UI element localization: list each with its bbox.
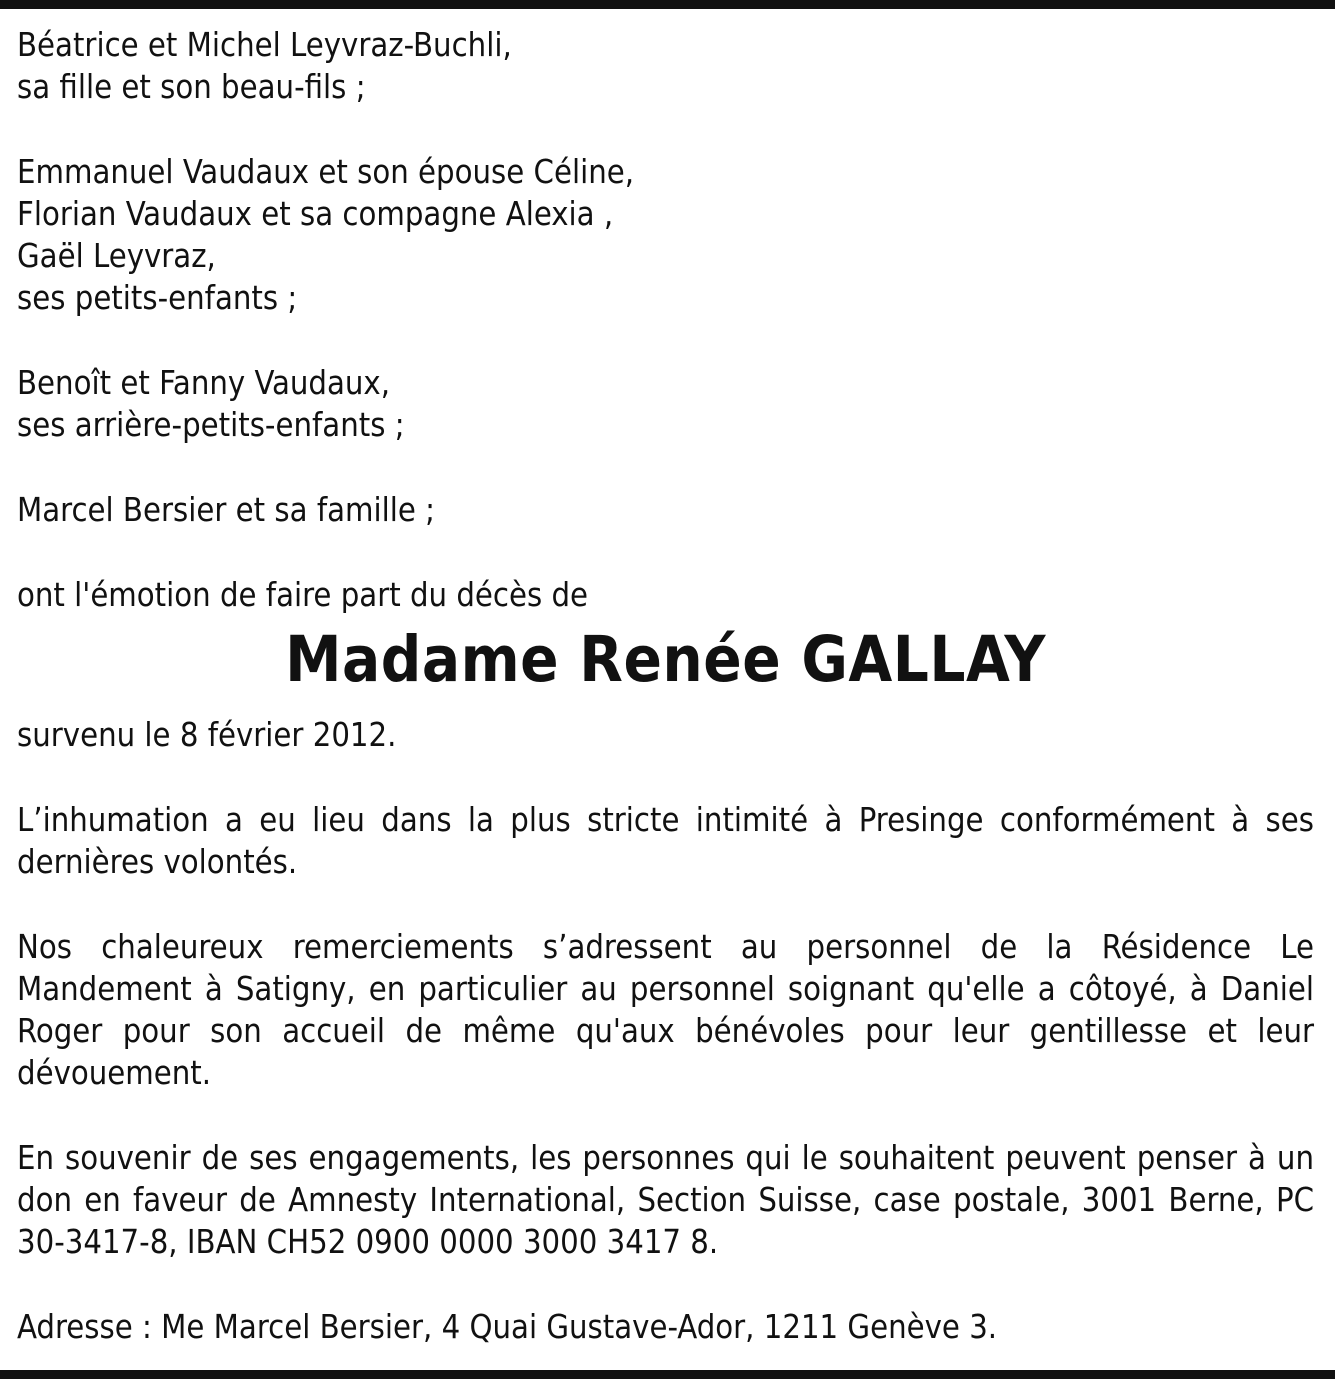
family-relation: ses arrière-petits-enfants ; <box>17 406 405 444</box>
family-line: Emmanuel Vaudaux et son épouse Céline, <box>17 153 635 191</box>
family-relation: ses petits-enfants ; <box>17 279 298 317</box>
family-group-daughter <box>17 24 1314 108</box>
deceased-name-heading: Madame Renée GALLAY <box>285 623 1046 696</box>
announcement-line: ont l'émotion de faire part du décès de <box>17 576 589 614</box>
family-line: Benoît et Fanny Vaudaux, <box>17 364 391 402</box>
burial-paragraph: L’inhumation a eu lieu dans la plus stricte intimité à Presinge conformément à ses dernières volontés. <box>17 801 1314 881</box>
family-relation: sa fille et son beau-fils ; <box>17 68 366 106</box>
family-line: Béatrice et Michel Leyvraz-Buchli, <box>17 26 512 64</box>
donation-paragraph: En souvenir de ses engagements, les personnes qui le souhaitent peuvent penser à un don en faveur de Amnesty International, Section Suisse, case postale, 3001 Berne, PC 30-3417-8, IBAN CH52 0900 0000 3000 3417 8. <box>17 1139 1314 1261</box>
bottom-border-rule <box>0 1370 1335 1379</box>
obituary-notice <box>17 24 1314 1348</box>
address-line: Adresse : Me Marcel Bersier, 4 Quai Gustave-Ador, 1211 Genève 3. <box>17 1308 998 1346</box>
family-line: Gaël Leyvraz, <box>17 237 216 275</box>
family-line: Florian Vaudaux et sa compagne Alexia , <box>17 195 614 233</box>
top-border-rule <box>0 0 1335 9</box>
family-group-grandchildren <box>17 151 1314 319</box>
thanks-paragraph: Nos chaleureux remerciements s’adressent au personnel de la Résidence Le Mandement à Satigny, en particulier au personnel soignant qu'elle a côtoyé, à Daniel Roger pour son accueil de même qu'aux bénévoles pour leur gentillesse et leur dévouement. <box>17 928 1314 1092</box>
family-group-other <box>17 489 1314 531</box>
date-of-death-line: survenu le 8 février 2012. <box>17 716 397 754</box>
family-line: Marcel Bersier et sa famille ; <box>17 491 436 529</box>
family-group-great-grandchildren <box>17 362 1314 446</box>
